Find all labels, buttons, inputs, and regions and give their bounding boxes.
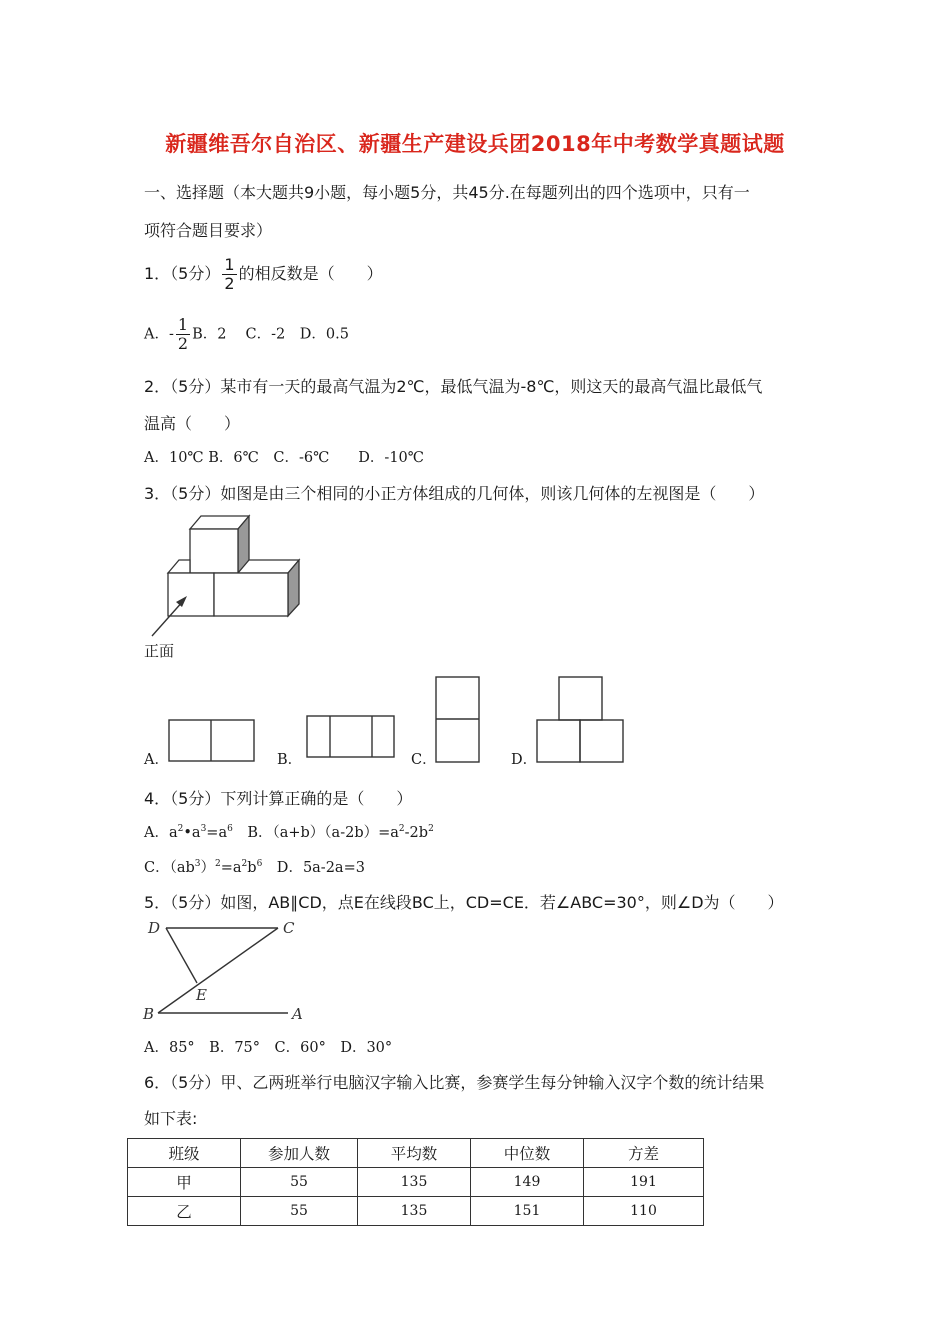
q4-c-exp4: 6 — [256, 859, 263, 869]
q3-option-b-figure — [306, 715, 396, 759]
cell-class: 甲 — [128, 1168, 241, 1197]
question-6-line2: 如下表: — [144, 1109, 198, 1128]
q4-a-label: A．a — [144, 825, 178, 841]
option-b-outer-rect — [307, 716, 394, 757]
question-2-line1: 2．（5分）某市有一天的最高气温为2℃，最低气温为-8℃，则这天的最高气温比最低气 — [144, 377, 763, 396]
q4-b-exp2: 2 — [428, 824, 434, 834]
q4-c-label: C．（ab — [144, 860, 195, 876]
cell-mean: 135 — [358, 1168, 471, 1197]
header-mean: 平均数 — [358, 1139, 471, 1168]
q4-b-text: B．（a+b）（a-2b）=a — [232, 825, 399, 841]
question-1-stem — [144, 256, 383, 293]
q1-opt-frac-denominator: 2 — [177, 334, 189, 353]
q4-c-eq: =a — [220, 860, 242, 876]
q1-suffix: 的相反数是（ ） — [238, 264, 383, 283]
question-4-stem: 4．（5分）下列计算正确的是（ ） — [144, 789, 413, 808]
question-4-options-ab — [144, 821, 434, 842]
section-instruction-line1: 一、选择题（本大题共9小题，每小题5分，共45分.在每题列出的四个选项中，只有一 — [144, 183, 750, 202]
point-e-label: E — [196, 986, 207, 1004]
table-row — [128, 1197, 704, 1226]
section-instruction-line2: 项符合题目要求） — [144, 221, 273, 240]
q3-option-d-label: D． — [511, 752, 538, 768]
q1-opt-frac-numerator: 1 — [177, 315, 189, 334]
q4-a-exp3: 6 — [227, 824, 233, 834]
q4-c-exp3: 2 — [241, 859, 248, 869]
q4-b-mid: -2b — [404, 825, 429, 841]
q4-a-mid: •a — [183, 825, 201, 841]
q3-option-a-label: A． — [144, 752, 169, 768]
q1-fraction — [222, 256, 236, 293]
q5-geometry-figure — [140, 916, 320, 1026]
q1-other-options: B．2 C．-2 D．0.5 — [192, 326, 349, 343]
question-4-options-cd — [144, 856, 365, 877]
q4-d-text: D．5a-2a=3 — [262, 860, 365, 876]
point-b-label: B — [143, 1005, 155, 1023]
segment-de — [166, 928, 197, 983]
point-d-label: D — [148, 919, 161, 937]
question-6-line1: 6．（5分）甲、乙两班举行电脑汉字输入比赛，参赛学生每分钟输入汉字个数的统计结果 — [144, 1073, 765, 1092]
q4-a-exp2: 3 — [200, 824, 207, 834]
cell-median: 149 — [471, 1168, 584, 1197]
point-a-label: A — [292, 1005, 303, 1023]
q3-front-label: 正面 — [144, 642, 175, 660]
header-median: 中位数 — [471, 1139, 584, 1168]
exam-title: 新疆维吾尔自治区、新疆生产建设兵团2018年中考数学真题试题 — [165, 132, 785, 156]
q4-a-exp1: 2 — [177, 824, 184, 834]
q4-c-b: b — [247, 860, 257, 876]
q4-b-exp1: 2 — [398, 824, 405, 834]
q1-frac-numerator: 1 — [224, 255, 235, 274]
question-2-options: A．10℃ B．6℃ C．-6℃ D．-10℃ — [144, 450, 424, 466]
q3-cubes-figure — [140, 508, 310, 658]
cell-mean: 135 — [358, 1197, 471, 1226]
q4-c-exp2: 2 — [215, 859, 221, 869]
cell-variance: 110 — [584, 1197, 704, 1226]
point-c-label: C — [283, 919, 295, 937]
bottom-right-cube-front-face — [214, 573, 288, 616]
q1-option-a-prefix: A．- — [144, 326, 174, 343]
question-5-stem: 5．（5分）如图，AB∥CD，点E在线段BC上，CD=CE．若∠ABC=30°，则∠D为（ ） — [144, 893, 784, 912]
header-variance: 方差 — [584, 1139, 704, 1168]
question-5-options: A．85° B．75° C．60° D．30° — [144, 1040, 393, 1056]
segment-bc — [158, 928, 278, 1013]
q1-frac-denominator: 2 — [224, 274, 235, 293]
q1-prefix: 1．（5分） — [144, 264, 221, 283]
question-2-line2: 温高（ ） — [144, 414, 241, 433]
header-participants: 参加人数 — [241, 1139, 358, 1168]
question-1-options — [144, 316, 349, 353]
top-cube-front-face — [190, 529, 238, 573]
bottom-left-cube-top-face — [168, 560, 190, 573]
q4-c-mid: ） — [200, 860, 216, 876]
q3-option-c-figure — [435, 676, 481, 764]
option-d-bottom-right-square — [580, 720, 623, 762]
q3-option-b-label: B． — [277, 752, 303, 768]
question-3-stem: 3．（5分）如图是由三个相同的小正方体组成的几何体，则该几何体的左视图是（ ） — [144, 484, 765, 503]
table-row — [128, 1168, 704, 1197]
q4-c-exp1: 3 — [194, 859, 201, 869]
q1-option-a-fraction — [176, 316, 190, 353]
q3-option-a-figure — [168, 719, 256, 763]
option-d-top-square — [559, 677, 602, 720]
cell-participants: 55 — [241, 1197, 358, 1226]
table-header-row — [128, 1139, 704, 1168]
cell-median: 151 — [471, 1197, 584, 1226]
q4-a-eq: =a — [206, 825, 228, 841]
q3-option-d-figure — [536, 676, 626, 764]
header-class: 班级 — [128, 1139, 241, 1168]
q3-option-c-label: C． — [411, 752, 437, 768]
cell-class: 乙 — [128, 1197, 241, 1226]
cell-participants: 55 — [241, 1168, 358, 1197]
q6-stats-table — [127, 1138, 704, 1226]
option-d-bottom-left-square — [537, 720, 580, 762]
cell-variance: 191 — [584, 1168, 704, 1197]
